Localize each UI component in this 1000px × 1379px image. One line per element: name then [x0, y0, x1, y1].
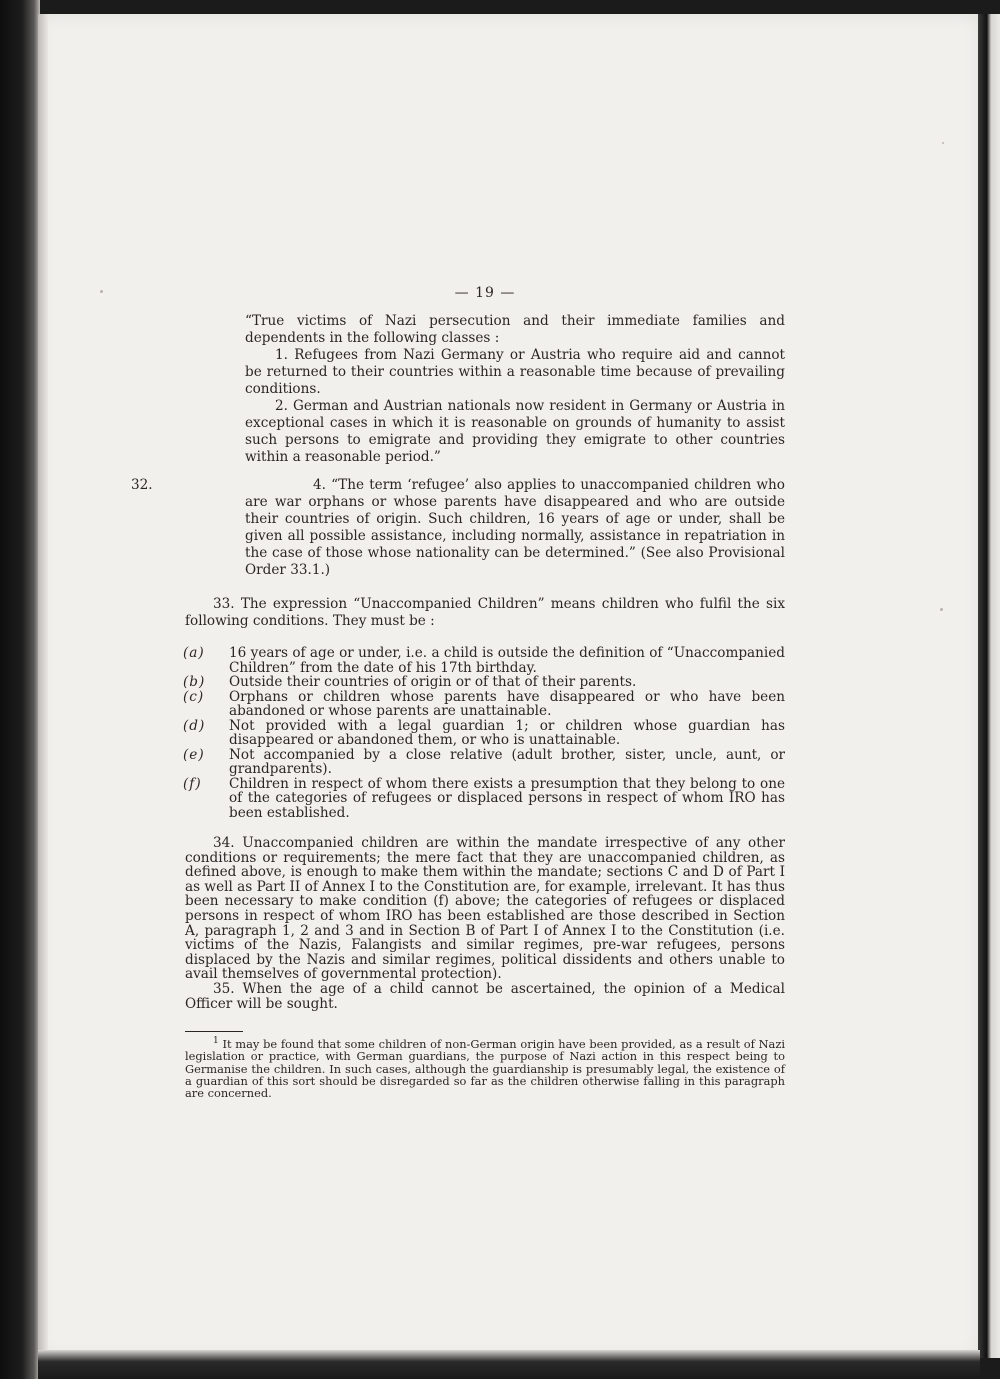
- paragraph-33: [185, 596, 785, 630]
- scan-left-edge: [0, 0, 40, 1379]
- condition-text: Not accompanied by a close relative (adult brother, sister, uncle, aunt, or grandparents).: [229, 746, 785, 777]
- paragraph-35: [185, 982, 785, 1011]
- condition-text: Orphans or children whose parents have disappeared or who have been abandoned or whose parents are unattainable.: [229, 688, 785, 719]
- scan-speck: [942, 142, 944, 144]
- conditions-list: [183, 645, 785, 821]
- condition-label: (d): [183, 717, 206, 734]
- condition-b: [183, 674, 785, 690]
- scan-speck: [940, 608, 943, 611]
- paragraph-text: 4. “The term ‘refugee’ also applies to unaccompanied children who are war orphans or whose parents have disappeared and who are outside their countries of origin. Such children, 16 years of age or under, shall be given all possible assistance, including normally, assistance in repatriation in the case of those whose nationality can be determined.” (See also Provisional Order 33.1.): [245, 477, 785, 578]
- condition-label: (b): [183, 674, 206, 690]
- condition-e: [183, 746, 785, 777]
- condition-label: (c): [183, 688, 205, 705]
- scan-right-edge: [978, 14, 1000, 1358]
- footnote-body: [185, 1038, 785, 1099]
- condition-label: (e): [183, 746, 205, 763]
- condition-label: (a): [183, 645, 205, 661]
- condition-text: 16 years of age or under, i.e. a child is outside the definition of “Unaccompanied Children” from the date of his 17th birthday.: [229, 645, 785, 676]
- paragraph-31: [185, 313, 785, 466]
- footnote-text: It may be found that some children of non-German origin have been provided, as a result of Nazi legislation or practice, with German guardians, the purpose of Nazi action in this respect being to Germanise the children. In such cases, although the guardianship is presumably legal, the existence of a guardian of this sort should be disregarded so far as the children otherwise falling in this paragraph are concerned.: [185, 1037, 785, 1100]
- page-number: — 19 —: [454, 285, 516, 301]
- page-fold-shadow: [38, 14, 48, 1358]
- paragraph-text: 34. Unaccompanied children are within the mandate irrespective of any other conditions or requirements; the mere fact that they are unaccompanied children, as defined above, is enough to make them within the mandate; sections C and D of Part I as well as Part II of Annex I to the Constitution are, for example, irrelevant. It has thus been necessary to make condition (f) above; the categories of refugees or displaced persons in respect of whom IRO has been established are those described in Section A, paragraph 1, 2 and 3 and in Section B of Part I of Annex I to the Constitution (i.e. victims of the Nazis, Falangists and similar regimes, pre-war refugees, persons displaced by the Nazis and similar regimes, political dissidents and others unable to avail themselves of governmental protection).: [185, 835, 785, 983]
- footnote-marker: 1: [213, 1036, 219, 1047]
- paragraph-number: 32.: [131, 477, 153, 493]
- condition-text: Outside their countries of origin or of that of their parents.: [229, 674, 637, 690]
- condition-label: (f): [183, 775, 202, 792]
- quote-intro: “True victims of Nazi persecution and their immediate families and dependents in the following classes :: [245, 313, 785, 346]
- paragraph-32: [131, 477, 785, 579]
- condition-a: [183, 645, 785, 676]
- footnote: [185, 1038, 785, 1099]
- paragraph-text: 35. When the age of a child cannot be ascertained, the opinion of a Medical Officer will be sought.: [185, 980, 785, 1012]
- condition-text: Children in respect of whom there exists a presumption that they belong to one of the categories of refugees or displaced persons in respect of whom IRO has been established.: [229, 775, 785, 821]
- condition-text: Not provided with a legal guardian 1; or children whose guardian has disappeared or abandoned them, or who is unattainable.: [229, 717, 785, 748]
- condition-f: [183, 775, 785, 821]
- scan-bottom-edge: [38, 1350, 980, 1379]
- numbered-item-1: 1. Refugees from Nazi Germany or Austria who require aid and cannot be returned to their countries within a reasonable time because of prevailing conditions.: [245, 347, 785, 397]
- numbered-item-2: 2. German and Austrian nationals now resident in Germany or Austria in exceptional cases in which it is reasonable on grounds of humanity to assist such persons to emigrate and providing they emigrate to other countries within a reasonable period.”: [245, 398, 785, 465]
- document-body: [131, 285, 785, 1100]
- paragraph-34: [185, 836, 785, 982]
- condition-d: [183, 717, 785, 748]
- footnote-divider: [185, 1031, 243, 1032]
- scan-speck: [100, 290, 103, 293]
- paragraph-text: 33. The expression “Unaccompanied Children” means children who fulfil the six following conditions. They must be :: [185, 596, 785, 629]
- condition-c: [183, 688, 785, 719]
